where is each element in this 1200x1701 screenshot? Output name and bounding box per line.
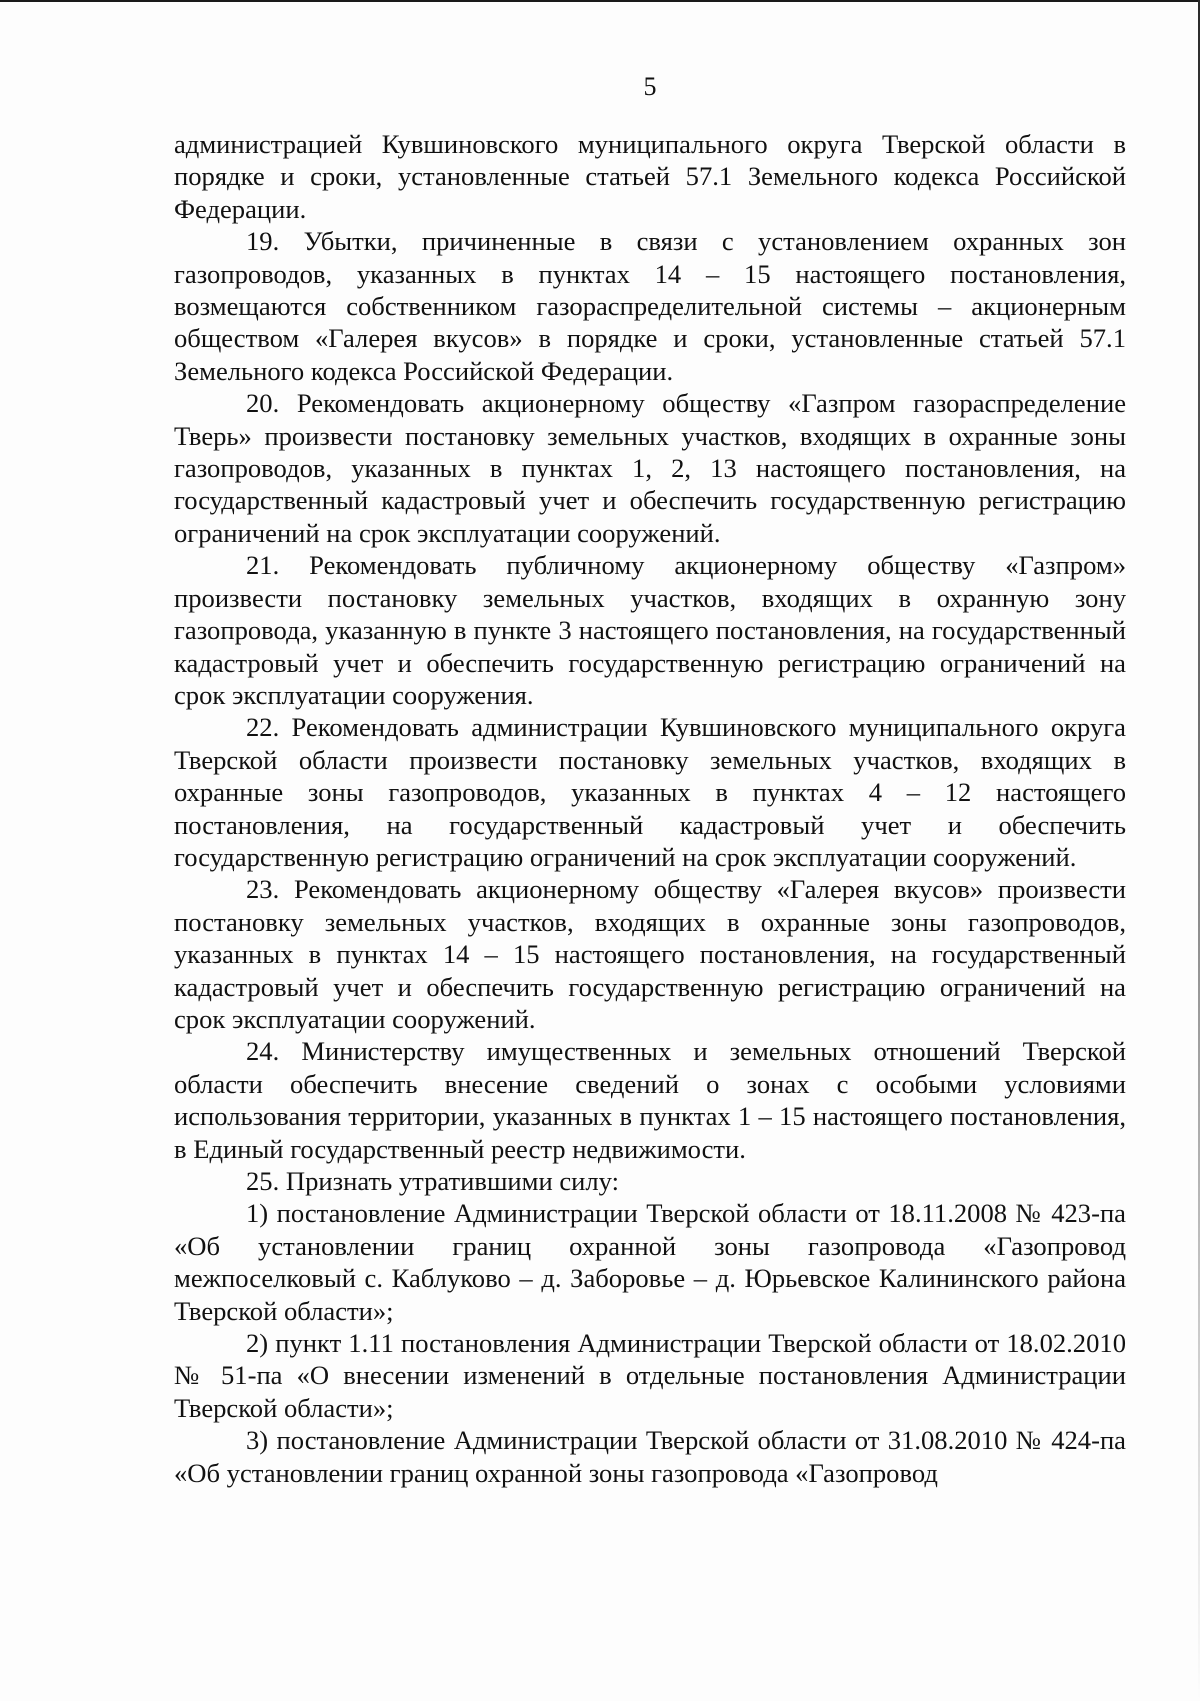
paragraph-25-item-1: 1) постановление Администрации Тверской области от 18.11.2008 № 423-па «Об установлении границ охранной зоны газопровода «Газопровод межпоселковый с. Каблуково – д. Заборовье – д. Юрьевское Калининского района Тверской области»; — [174, 1198, 1126, 1326]
paragraph-25-item-2: 2) пункт 1.11 постановления Администрации Тверской области от 18.02.2010 № 51-па «О внесении изменений в отдельные постановления Администрации Тверской области»; — [174, 1328, 1126, 1423]
paragraph-24: 24. Министерству имущественных и земельных отношений Тверской области обеспечить внесение сведений о зонах с особыми условиями использования территории, указанных в пунктах 1 – 15 настоящего постановления, в Единый государственный реестр недвижимости. — [174, 1036, 1126, 1164]
page-number: 5 — [643, 72, 657, 101]
document-body — [174, 128, 1126, 1489]
paragraph-19: 19. Убытки, причиненные в связи с установлением охранных зон газопроводов, указанных в пунктах 14 – 15 настоящего постановления, возмещаются собственником газораспределительной системы – акционерным обществом «Галерея вкусов» в порядке и сроки, установленные статьей 57.1 Земельного кодекса Российской Федерации. — [174, 226, 1126, 386]
paragraph-continuation: администрацией Кувшиновского муниципального округа Тверской области в порядке и сроки, установленные статьей 57.1 Земельного кодекса Российской Федерации. — [174, 129, 1126, 224]
paragraph-20: 20. Рекомендовать акционерному обществу «Газпром газораспределение Тверь» произвести постановку земельных участков, входящих в охранные зоны газопроводов, указанных в пунктах 1, 2, 13 настоящего постановления, на государственный кадастровый учет и обеспечить государственную регистрацию ограничений на срок эксплуатации сооружений. — [174, 388, 1126, 548]
paragraph-22: 22. Рекомендовать администрации Кувшиновского муниципального округа Тверской области произвести постановку земельных участков, входящих в охранные зоны газопроводов, указанных в пунктах 4 – 12 настоящего постановления, на государственный кадастровый учет и обеспечить государственную регистрацию ограничений на срок эксплуатации сооружений. — [174, 712, 1126, 872]
paragraph-21: 21. Рекомендовать публичному акционерному обществу «Газпром» произвести постановку земельных участков, входящих в охранную зону газопровода, указанную в пункте 3 настоящего постановления, на государственный кадастровый учет и обеспечить государственную регистрацию ограничений на срок эксплуатации сооружения. — [174, 550, 1126, 710]
paragraph-25: 25. Признать утратившими силу: — [246, 1166, 620, 1196]
paragraph-23: 23. Рекомендовать акционерному обществу «Галерея вкусов» произвести постановку земельных участков, входящих в охранные зоны газопроводов, указанных в пунктах 14 – 15 настоящего постановления, на государственный кадастровый учет и обеспечить государственную регистрацию ограничений на срок эксплуатации сооружений. — [174, 874, 1126, 1034]
scan-top-edge — [0, 0, 1200, 2]
paragraph-25-item-3: 3) постановление Администрации Тверской области от 31.08.2010 № 424-па «Об установлении границ охранной зоны газопровода «Газопровод — [174, 1425, 1126, 1488]
